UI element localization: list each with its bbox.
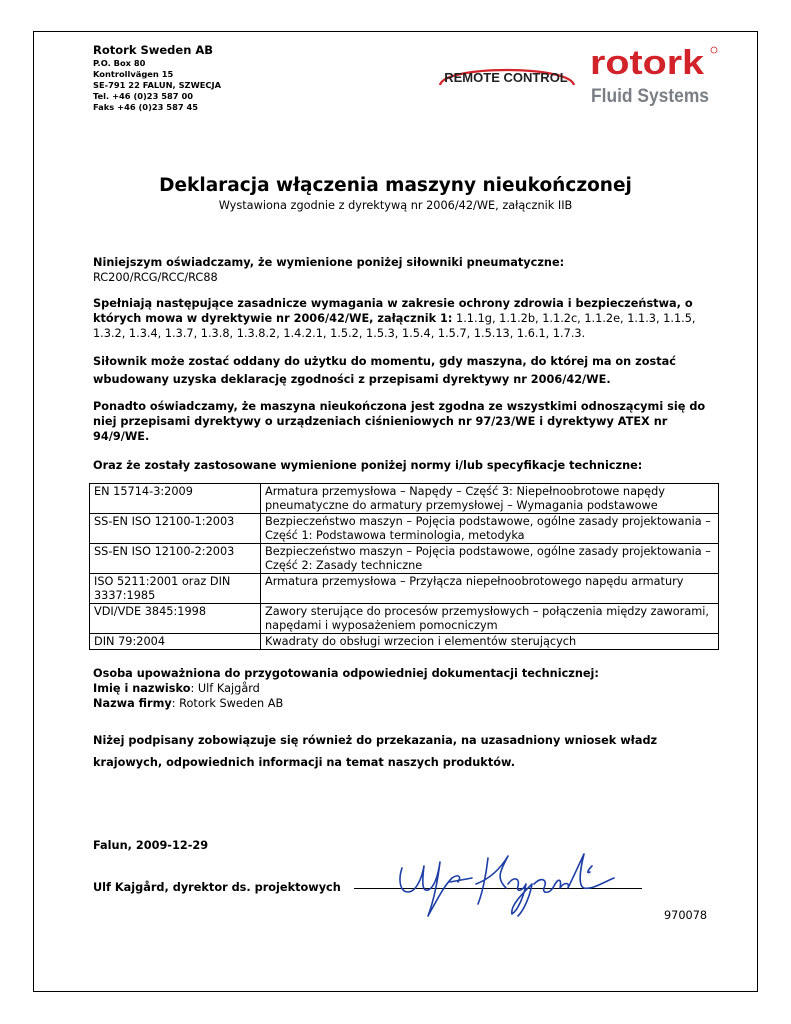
products-paragraph [93, 255, 718, 285]
place-date: Falun, 2009-12-29 [93, 839, 209, 852]
table-row [90, 604, 719, 634]
standard-description: Bezpieczeństwo maszyn – Pojęcia podstawowe, ogólne zasady projektowania – Część 1: Podstawowa terminologia, metodyka [261, 514, 719, 544]
commitment-line-2: krajowych, odpowiednich informacji na temat naszych produktów. [93, 756, 515, 769]
responsible-heading: Osoba upoważniona do przygotowania odpowiedniej dokumentacji technicznej: [93, 667, 599, 680]
standard-code: SS-EN ISO 12100-1:2003 [90, 514, 261, 544]
standards-table [89, 483, 719, 650]
company-address-block [93, 44, 221, 113]
document-number: 970078 [664, 909, 708, 922]
requirements-paragraph [93, 296, 718, 341]
table-row [90, 484, 719, 514]
standard-description: Kwadraty do obsługi wrzecion i elementów sterujących [261, 634, 719, 650]
standard-code: ISO 5211:2001 oraz DIN 3337:1985 [90, 574, 261, 604]
document-title: Deklaracja włączenia maszyny nieukończonej [159, 175, 632, 196]
standards-heading: Oraz że zostały zastosowane wymienione poniżej normy i/lub specyfikacje techniczne: [93, 459, 643, 472]
responsible-person-block [93, 666, 718, 711]
address-fax: Faks +46 (0)23 587 45 [93, 102, 199, 112]
standard-description: Bezpieczeństwo maszyn – Pojęcia podstawowe, ogólne zasady projektowania – Część 2: Zasady techniczne [261, 544, 719, 574]
name-value: : Ulf Kajgård [190, 682, 260, 695]
signatory-name: Ulf Kajgård, dyrektor ds. projektowych [93, 881, 341, 894]
products-models: RC200/RCG/RCC/RC88 [93, 271, 218, 284]
table-row [90, 514, 719, 544]
compliance-paragraph: Ponadto oświadczamy, że maszyna nieukończona jest zgodna ze wszystkimi odnoszącymi się do niej przepisami dyrektywy o urządzeniach ciśnieniowych nr 97/23/WE i dyrektywy ATEX nr 94/9/WE. [93, 400, 706, 443]
commitment-line-1: Niżej podpisany zobowiązuje się również do przekazania, na uzasadniony wniosek władz [93, 734, 658, 747]
table-row [90, 634, 719, 650]
standard-code: EN 15714-3:2009 [90, 484, 261, 514]
requirements-bold: Spełniają następujące zasadnicze wymagania w zakresie ochrony zdrowia i bezpieczeństwa, o których mowa w dyrektywie nr 2006/42/WE, załącznik 1: [93, 297, 693, 325]
handwritten-signature [392, 848, 622, 920]
address-street: Kontrollvägen 15 [93, 69, 174, 79]
standard-description: Zawory sterujące do procesów przemysłowych – połączenia między zaworami, napędami i wyposażeniem pomocniczym [261, 604, 719, 634]
standard-description: Armatura przemysłowa – Napędy – Część 3: Niepełnoobrotowe napędy pneumatyczne do armatury przemysłowej – Wymagania podstawowe [261, 484, 719, 514]
address-phone: Tel. +46 (0)23 587 00 [93, 91, 193, 101]
standard-code: SS-EN ISO 12100-2:2003 [90, 544, 261, 574]
company-value: : Rotork Sweden AB [171, 697, 284, 710]
fluid-systems-text: Fluid Systems [591, 86, 709, 106]
table-row [90, 544, 719, 574]
standard-description: Armatura przemysłowa – Przyłącza niepełnoobrotowego napędu armatury [261, 574, 719, 604]
document-subtitle: Wystawiona zgodnie z dyrektywą nr 2006/42/WE, załącznik IIB [218, 199, 573, 212]
remote-control-logo-text: REMOTE CONTROL [444, 70, 568, 85]
products-heading: Niniejszym oświadczamy, że wymienione poniżej siłowniki pneumatyczne: [93, 256, 565, 269]
remote-control-logo [434, 61, 579, 87]
name-label: Imię i nazwisko [93, 682, 191, 695]
commitment-paragraph [93, 730, 718, 774]
commissioning-paragraph: Siłownik może zostać oddany do użytku do momentu, gdy maszyna, do której ma on zostać wbudowany uzyska deklarację zgodności z przepisami dyrektywy nr 2006/42/WE. [93, 355, 676, 386]
standard-code: VDI/VDE 3845:1998 [90, 604, 261, 634]
address-city: SE-791 22 FALUN, SZWECJA [93, 80, 221, 90]
rotork-logo-text: rotork [590, 44, 705, 82]
standard-code: DIN 79:2004 [90, 634, 261, 650]
company-name: Rotork Sweden AB [93, 43, 214, 57]
company-label: Nazwa firmy [93, 697, 172, 710]
table-row [90, 574, 719, 604]
address-po-box: P.O. Box 80 [93, 58, 146, 68]
rotork-logo [590, 44, 720, 106]
requirements-list: 1.1.1g, 1.1.2b, 1.1.2c, 1.1.2e, 1.1.3, 1.1.5, 1.3.2, 1.3.4, 1.3.7, 1.3.8, 1.3.8.2, 1.4.2.1, 1.5.2, 1.5.3, 1.5.4, 1.5.7, 1.5.13, 1.6.1, 1.7.3. [93, 312, 696, 340]
